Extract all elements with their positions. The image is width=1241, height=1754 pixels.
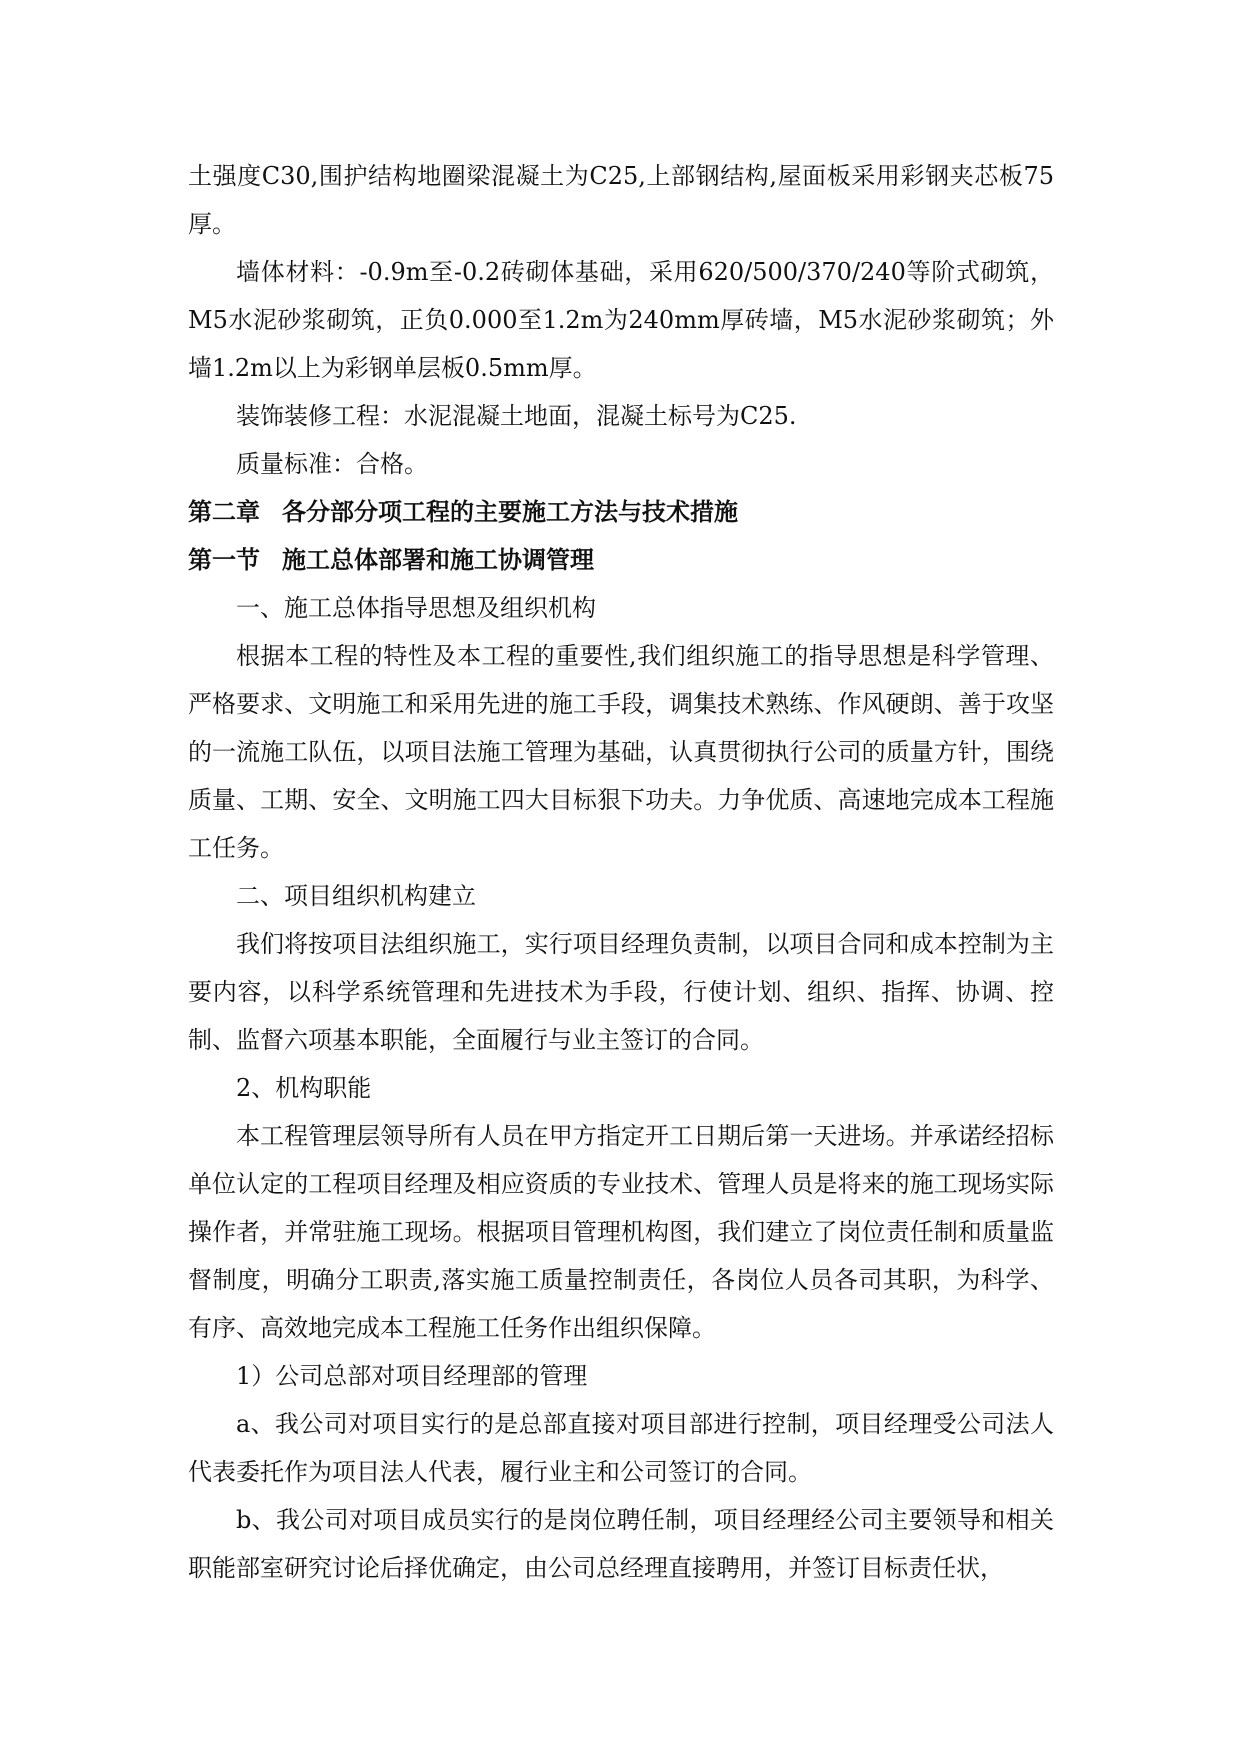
list-item: b、我公司对项目成员实行的是岗位聘任制，项目经理经公司主要领导和相关职能部室研究讨论后择优确定，由公司总经理直接聘用，并签订目标责任状， — [188, 1506, 1054, 1582]
chapter-heading — [188, 488, 1054, 536]
paragraph: 根据本工程的特性及本工程的重要性,我们组织施工的指导思想是科学管理、严格要求、文明施工和采用先进的施工手段，调集技术熟练、作风硬朗、善于攻坚的一流施工队伍，以项目法施工管理为基础，认真贯彻执行公司的质量方针，围绕质量、工期、安全、文明施工四大目标狠下功夫。力争优质、高速地完成本工程施工任务。 — [188, 642, 1054, 862]
subheading: 2、机构职能 — [236, 1074, 372, 1102]
chapter-title: 各分部分项工程的主要施工方法与技术措施 — [282, 498, 738, 526]
section-title: 施工总体部署和施工协调管理 — [282, 546, 594, 574]
paragraph: 墙体材料：-0.9m至-0.2砖砌体基础，采用620/500/370/240等阶式砌筑，M5水泥砂浆砌筑，正负0.000至1.2m为240mm厚砖墙，M5水泥砂浆砌筑；外墙1.2m以上为彩钢单层板0.5mm厚。 — [188, 258, 1054, 382]
paragraph: 土强度C30,围护结构地圈梁混凝土为C25,上部钢结构,屋面板采用彩钢夹芯板75厚。 — [188, 162, 1054, 238]
paragraph: 装饰装修工程：水泥混凝土地面，混凝土标号为C25. — [236, 402, 797, 430]
chapter-label: 第二章 — [188, 498, 260, 526]
paragraph: 本工程管理层领导所有人员在甲方指定开工日期后第一天进场。并承诺经招标单位认定的工程项目经理及相应资质的专业技术、管理人员是将来的施工现场实际操作者，并常驻施工现场。根据项目管理机构图，我们建立了岗位责任制和质量监督制度，明确分工职责,落实施工质量控制责任，各岗位人员各司其职，为科学、有序、高效地完成本工程施工任务作出组织保障。 — [188, 1122, 1054, 1342]
section-heading — [188, 536, 1054, 584]
subheading: 二、项目组织机构建立 — [236, 882, 476, 910]
section-label: 第一节 — [188, 546, 260, 574]
paragraph: 我们将按项目法组织施工，实行项目经理负责制，以项目合同和成本控制为主要内容，以科学系统管理和先进技术为手段，行使计划、组织、指挥、协调、控制、监督六项基本职能，全面履行与业主签订的合同。 — [188, 930, 1054, 1054]
subheading: 一、施工总体指导思想及组织机构 — [236, 594, 596, 622]
list-item: a、我公司对项目实行的是总部直接对项目部进行控制，项目经理受公司法人代表委托作为项目法人代表，履行业主和公司签订的合同。 — [188, 1410, 1054, 1486]
list-heading: 1）公司总部对项目经理部的管理 — [236, 1362, 588, 1390]
paragraph: 质量标准：合格。 — [236, 450, 428, 478]
document-body — [188, 152, 1054, 1592]
